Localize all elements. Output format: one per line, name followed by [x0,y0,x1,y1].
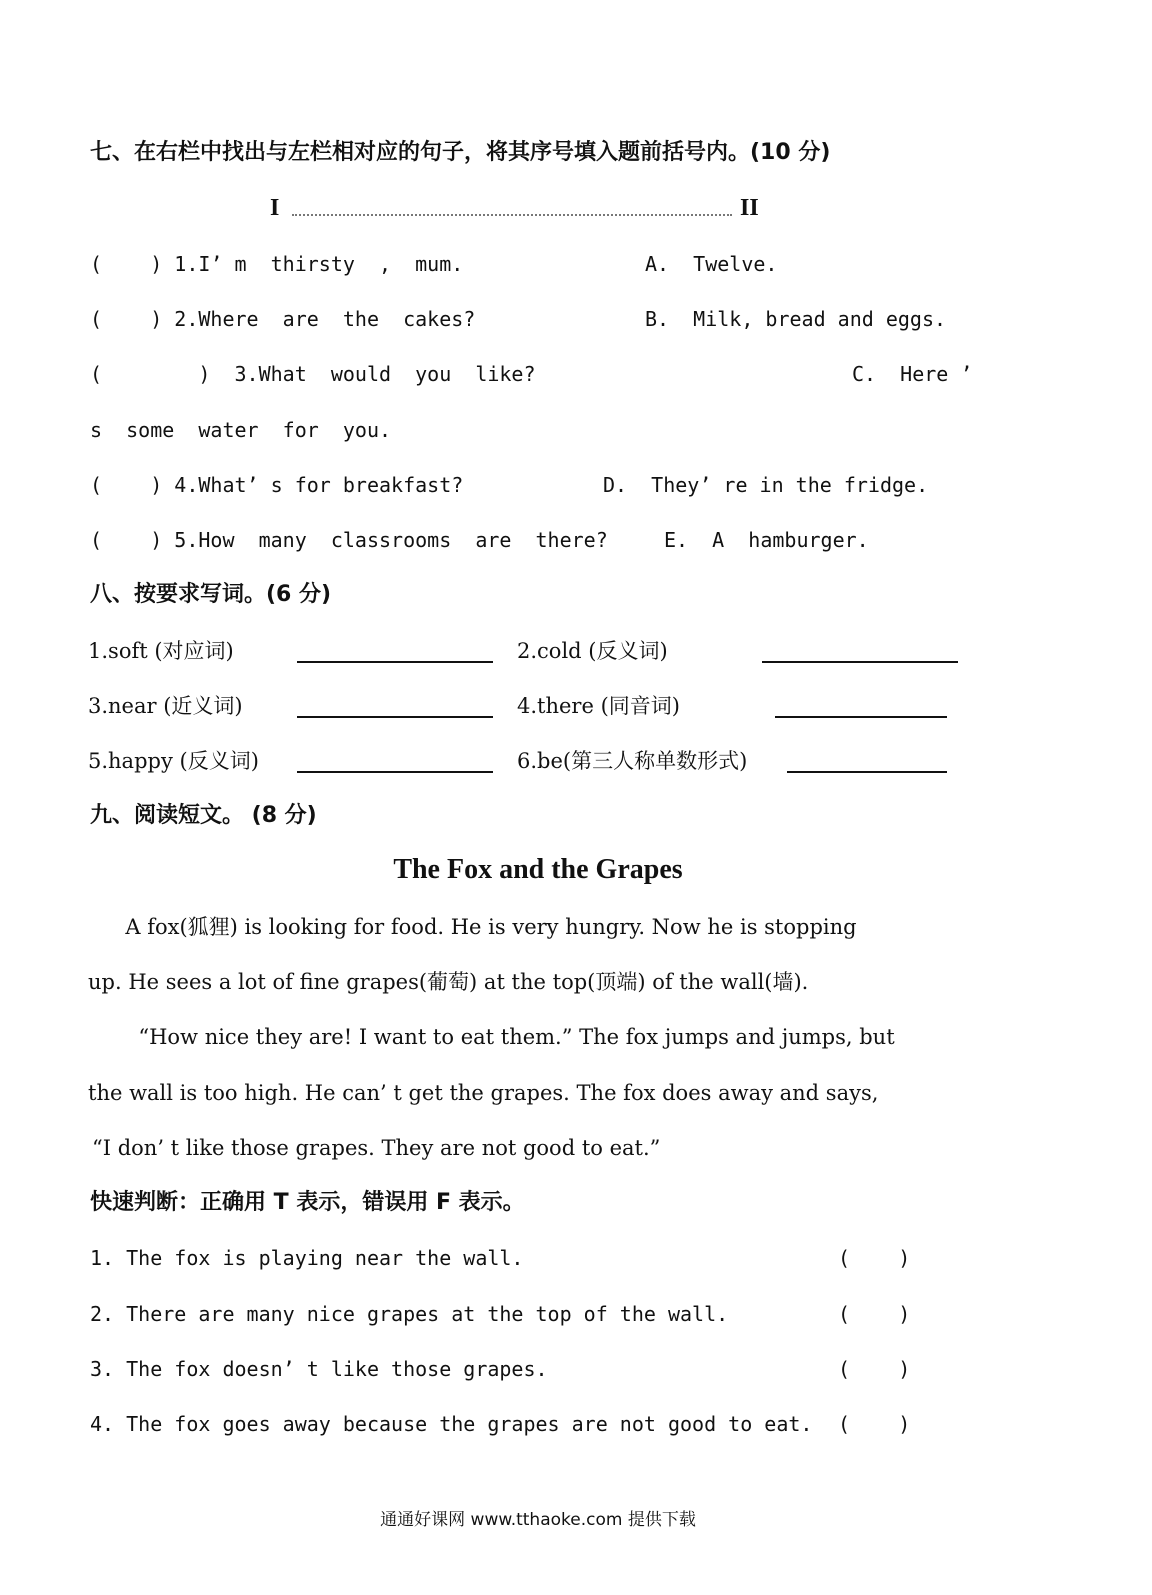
match-answer-b: B. Milk, bread and eggs. [645,307,947,331]
judge-answer-paren-1[interactable]: ( ) [838,1246,911,1270]
word-item-4: 4.there (同音词) [517,694,680,718]
story-paragraph-2-line-3: “I don’ t like those grapes. They are not good to eat.” [92,1136,661,1160]
match-answer-e: E. A hamburger. [664,528,869,552]
match-answer-c-continued: s some water for you. [90,418,392,442]
match-question-4: ( ) 4.What’ s for breakfast? [90,473,464,497]
answer-blank-1[interactable] [297,661,493,663]
judge-statement-2: 2. There are many nice grapes at the top of the wall. [90,1302,729,1326]
word-item-3: 3.near (近义词) [88,694,243,718]
match-answer-d: D. They’ re in the fridge. [603,473,929,497]
section-9-heading: 九、阅读短文。 (8 分) [90,803,317,828]
answer-blank-6[interactable] [787,771,947,773]
story-paragraph-2-line-1: “How nice they are! I want to eat them.” The fox jumps and jumps, but [125,1025,895,1049]
match-question-1: ( ) 1.I’ m thirsty , mum. [90,252,464,276]
answer-blank-4[interactable] [775,716,947,718]
match-question-3: ( ) 3.What would you like? [90,362,536,386]
column-divider-dots [292,214,732,216]
column-header-right: II [740,195,759,221]
judge-answer-paren-3[interactable]: ( ) [838,1357,911,1381]
answer-blank-2[interactable] [762,661,958,663]
judge-answer-paren-2[interactable]: ( ) [838,1302,911,1326]
judge-statement-1: 1. The fox is playing near the wall. [90,1246,524,1270]
section-7-heading: 七、在右栏中找出与左栏相对应的句子，将其序号填入题前括号内。(10 分) [90,140,831,165]
judge-heading: 快速判断：正确用 T 表示，错误用 F 表示。 [90,1190,525,1215]
match-question-2: ( ) 2.Where are the cakes? [90,307,476,331]
judge-statement-4: 4. The fox goes away because the grapes are not good to eat. [90,1412,813,1436]
match-answer-a: A. Twelve. [645,252,778,276]
match-question-5: ( ) 5.How many classrooms are there? [90,528,608,552]
story-paragraph-1-line-1: A fox(狐狸) is looking for food. He is very hungry. Now he is stopping [112,915,857,939]
column-header-left: I [270,195,280,221]
judge-answer-paren-4[interactable]: ( ) [838,1412,911,1436]
story-title: The Fox and the Grapes [393,854,683,885]
section-8-heading: 八、按要求写词。(6 分) [90,582,332,607]
word-item-5: 5.happy (反义词) [88,749,259,773]
word-item-1: 1.soft (对应词) [88,639,234,663]
footer-source: 通通好课网 www.tthaoke.com 提供下载 [380,1510,696,1530]
answer-blank-3[interactable] [297,716,493,718]
judge-statement-3: 3. The fox doesn’ t like those grapes. [90,1357,548,1381]
word-item-2: 2.cold (反义词) [517,639,668,663]
story-paragraph-2-line-2: the wall is too high. He can’ t get the grapes. The fox does away and says, [88,1081,879,1105]
word-item-6: 6.be(第三人称单数形式) [517,749,748,773]
answer-blank-5[interactable] [297,771,493,773]
story-paragraph-1-line-2: up. He sees a lot of fine grapes(葡萄) at the top(顶端) of the wall(墙). [88,970,809,994]
match-answer-c: C. Here ’ [852,362,973,386]
